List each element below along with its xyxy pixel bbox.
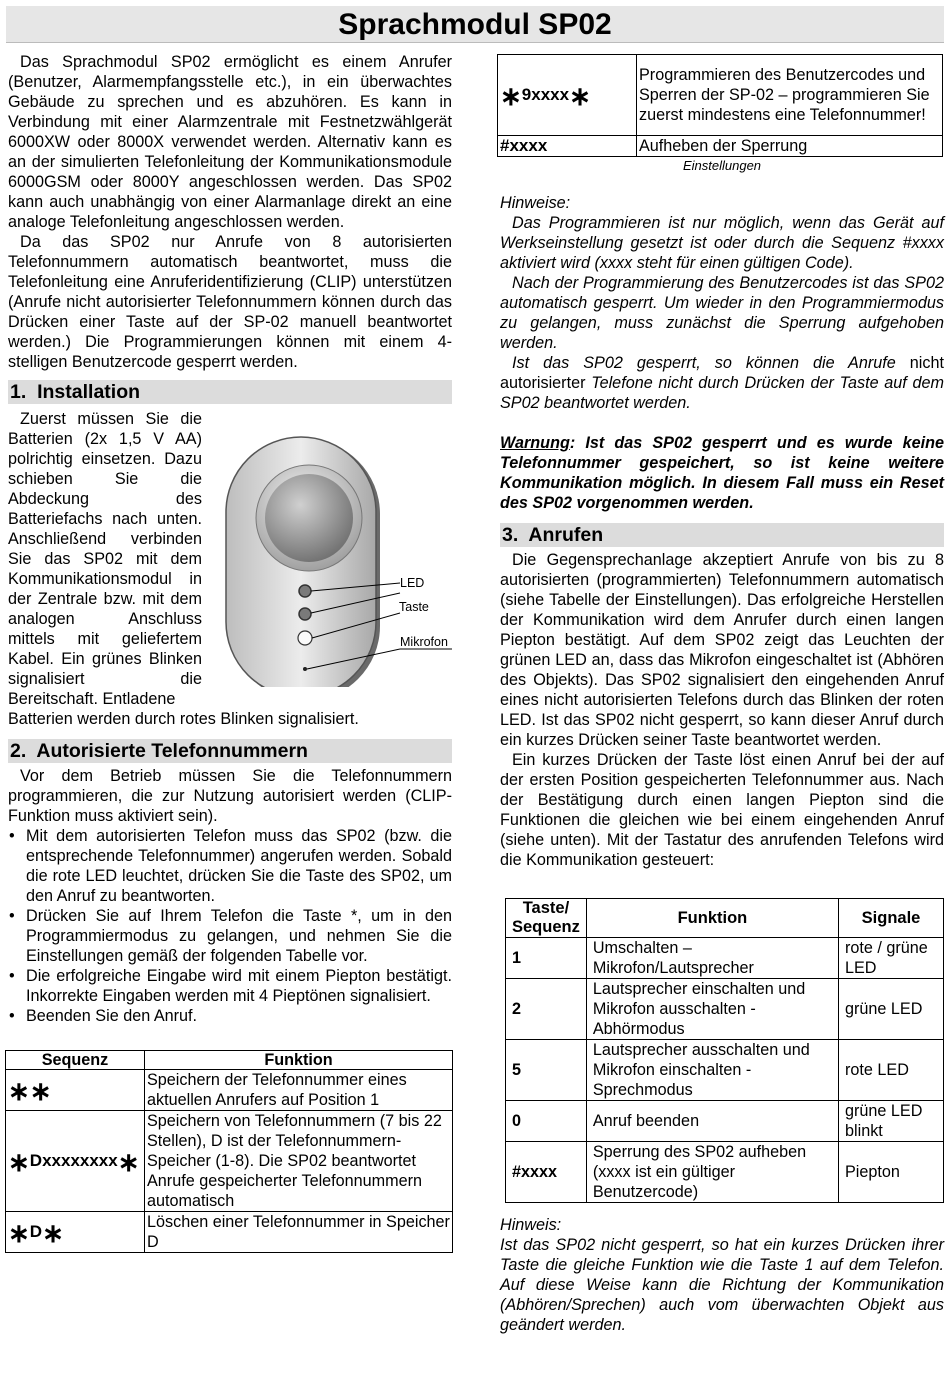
list-item-text: Beenden Sie den Anruf. [26,1007,198,1025]
bullet: • [9,967,15,985]
note-label: Hinweis: [500,1216,562,1234]
list-item-text: Die erfolgreiche Eingabe wird mit einem Piepton bestätigt. Inkorrekte Eingaben werden mit 4 Pieptönen signalisiert. [26,967,452,1005]
table-header: Signale [839,899,944,938]
hint-paragraph [500,353,944,413]
calling-paragraph-2: Ein kurzes Drücken der Taste löst einen Anruf bei der auf der ersten Position gespeicherten Telefonnummer aus. Nach der Bestätigung durch einen langen Piepton sind die Funktionen die gleichen wie bei einem eingehenden Anruf (siehe unten). Mit der Tastatur des anrufenden Telefons wird die Kommunikation gesteuert: [500,751,944,869]
device-illustration [220,387,460,687]
hint-paragraph: Das Programmieren ist nur möglich, wenn das Gerät auf Werkseinstellung gesetzt ist oder durch die Sequenz #xxxx aktiviert wird (xxxx steht für einen gültigen Code). [500,214,944,272]
key-cell: 1 [506,938,587,979]
table-header: Sequenz [6,1051,145,1070]
star-glyph: ∗ [500,80,522,111]
led-icon [299,585,311,597]
list-item-text: Drücken Sie auf Ihrem Telefon die Taste *, um in den Programmiermodus zu gelangen, und nehmen Sie die Einstellungen gemäß der folgenden Tabelle vor. [26,907,452,965]
signal-cell: Piepton [839,1142,944,1203]
section-heading-authorized-numbers: 2. Autorisierte Telefonnummern [8,739,452,763]
label-led: LED [400,576,425,590]
authorized-numbers-intro: Vor dem Betrieb müssen Sie die Telefonnummern programmieren, die zur Nutzung autorisiert werden (CLIP-Funktion muss aktiviert sein). [8,767,452,825]
table-header-row [506,899,944,938]
signal-cell: grüne LED [839,979,944,1040]
key-cell: 0 [506,1101,587,1142]
bullet: • [9,907,15,925]
table-row [506,1142,944,1203]
list-item-text: Mit dem autorisierten Telefon muss das SP02 (bzw. die entsprechende Telefonnummer) angerufen werden. Sobald die rote LED leuchtet, drücken Sie die Taste des SP02, um den Anruf zu beantworten. [26,827,452,905]
function-cell: Anruf beenden [586,1101,838,1142]
star-glyph: ∗ [42,1217,64,1248]
label-microphone: Mikrofon [400,635,448,649]
note-paragraph: Ist das SP02 nicht gesperrt, so hat ein kurzes Drücken ihrer Taste die gleiche Funktion wie die Taste 1 auf dem Telefon. Auf diese Weise kann die Richtung der Kommunikation (Abhören/Sprechen) auch vom überwachten Objekt aus geändert werden. [500,1236,944,1334]
sequence-cell [6,1070,145,1111]
table-row [498,55,943,136]
table-row [506,1040,944,1101]
star-glyph: ∗ [8,1217,30,1248]
intro-paragraph-1: Das Sprachmodul SP02 ermöglicht es einem Anrufer (Benutzer, Alarmempfangsstelle etc.), in ein überwachtes Gebäude zu sprechen und es abzuhören. Es kann in Verbindung mit einer Alarmzentrale mit Festnetzwählgerät 6000XW oder 8000X verwendet werden. Alternativ kann es an der simulierten Telefonleitung der Kommunikationsmodule 6000GSM oder 8000Y angeschlossen werden. Das SP02 kann auch unabhängig von einer Alarmanlage direkt an eine analoge Telefonleitung angeschlossen werden. [8,53,452,231]
sequence-cell [498,55,637,136]
call-functions-table [505,898,944,1203]
led-icon [299,608,311,620]
button-icon [298,631,312,645]
list-item [9,906,452,966]
section-heading-calling: 3. Anrufen [500,523,944,547]
signal-cell: grüne LED blinkt [839,1101,944,1142]
calling-paragraph-1: Die Gegensprechanlage akzeptiert Anrufe von bis zu 8 autorisierten (programmierten) Telefonnummern automatisch (siehe Tabelle der Einstellungen). Das erfolgreiche Herstellen der Kommunikation wird dem Anrufer durch einen langen Piepton bestätigt. Auf dem SP02 zeigt das Leuchten der grünen LED an, dass das Mikrofon eingeschaltet ist (Abhören des Objekts). Das SP02 signalisiert den eingehenden Anruf eines nicht autorisierten Telefons durch das Blinken der roten LED. Ist das SP02 nicht gesperrt, so kann dieser Anruf durch ein kurzes Drücken seiner Taste beantwortet werden. [500,551,944,749]
table-row [6,1111,453,1212]
hint-text-upright: nicht autorisierter [500,354,944,392]
function-cell: Umschalten – Mikrofon/Lautsprecher [586,938,838,979]
warning-label: Warnung [500,434,570,452]
list-item [9,1006,452,1026]
key-cell: #xxxx [506,1142,587,1203]
microphone-icon [303,667,307,671]
hint-text: Telefone nicht durch Drücken der Taste auf dem SP02 beantwortet werden. [500,374,945,412]
sequence-code: 9xxxx [521,84,570,104]
sequence-cell [498,136,637,157]
table-header: Funktion [145,1051,453,1070]
star-glyph: ∗ [8,1146,30,1177]
table-row [498,136,943,157]
function-cell: Aufheben der Sperrung [637,136,943,157]
instruction-list [8,826,452,1026]
star-glyph: ∗∗ [8,1075,52,1106]
table-header: Funktion [586,899,838,938]
table-row [506,938,944,979]
star-glyph: ∗ [569,80,591,111]
sequence-code: #xxxx [500,136,548,155]
installation-text: Zuerst müssen Sie die Batterien (2x 1,5 V AA) polrichtig einsetzen. Dazu schieben Sie die Abdeckung des Batteriefachs nach unten. Anschließend verbinden Sie das SP02 mit dem Kommunikationsmodul in der Zentrale bzw. mit dem analogen Anschluss mittels mit geliefertem Kabel. Ein grünes Blinken signalisiert die Bereitschaft. Entladene [8,410,202,708]
function-cell: Sperrung des SP02 aufheben (xxxx ist ein gültiger Benutzercode) [586,1142,838,1203]
table-row [6,1070,453,1111]
speaker-icon [265,474,353,562]
label-button: Taste [399,600,429,614]
installation-text-tail: Batterien werden durch rotes Blinken signalisiert. [8,710,359,728]
key-cell: 2 [506,979,587,1040]
function-cell: Speichern der Telefonnummer eines aktuellen Anrufers auf Position 1 [145,1070,453,1111]
hint-text: Ist das SP02 gesperrt, so können die Anrufe [512,354,896,372]
sequence-cell [6,1212,145,1253]
bullet: • [9,827,15,845]
function-cell: Löschen einer Telefonnummer in Speicher D [145,1212,453,1253]
warning-paragraph [500,433,944,513]
key-cell: 5 [506,1040,587,1101]
list-item [9,966,452,1006]
table-row [506,1101,944,1142]
section-heading-installation: 1. Installation [8,380,452,404]
intro-paragraph-2: Da das SP02 nur Anrufe von 8 autorisierten Telefonnummern automatisch beantwortet, muss die Telefonleitung eine Anruferidentifizierung (CLIP) unterstützen (Anrufe nicht autorisierter Telefonnummern können durch das Drücken einer Taste auf der SP-02 manuell beantwortet werden.) Die Programmierungen können mit einem 4-stelligen Benutzercode gesperrt werden. [8,233,452,371]
function-cell: Programmieren des Benutzercodes und Sperren der SP-02 – programmieren Sie zuerst mindestens eine Telefonnummer! [637,55,943,136]
table-header: Taste/ Sequenz [506,899,587,938]
hint-paragraph: Nach der Programmierung des Benutzercodes ist das SP02 automatisch gesperrt. Um wieder in den Programmiermodus zu gelangen, muss zunächst die Sperrung aufgehoben werden. [500,274,944,352]
bullet: • [9,1007,15,1025]
sequence-code: D [29,1221,43,1241]
sequence-table [5,1050,453,1253]
table-header-row [6,1051,453,1070]
warning-text: : Ist das SP02 gesperrt und es wurde keine Telefonnummer gespeichert, so ist keine weitere Kommunikation möglich. In diesem Fall muss ein Reset des SP02 vorgenommen werden. [500,434,944,512]
settings-table [497,54,943,157]
table-row [6,1212,453,1253]
page-title: Sprachmodul SP02 [6,6,944,43]
right-column [500,54,944,1335]
function-cell: Lautsprecher einschalten und Mikrofon ausschalten - Abhörmodus [586,979,838,1040]
list-item [9,826,452,906]
signal-cell: rote / grüne LED [839,938,944,979]
star-glyph: ∗ [117,1146,140,1177]
signal-cell: rote LED [839,1040,944,1101]
hints-label: Hinweise: [500,194,571,212]
function-cell: Speichern von Telefonnummern (7 bis 22 Stellen), D ist der Telefonnummern-Speicher (1-8). Die SP02 beantwortet Anrufe gespeicherter Telefonnummern automatisch [145,1111,453,1212]
table-row [506,979,944,1040]
sequence-code: Dxxxxxxxx [29,1150,118,1170]
function-cell: Lautsprecher ausschalten und Mikrofon einschalten - Sprechmodus [586,1040,838,1101]
sequence-cell [6,1111,145,1212]
table-caption: Einstellungen [682,158,762,173]
